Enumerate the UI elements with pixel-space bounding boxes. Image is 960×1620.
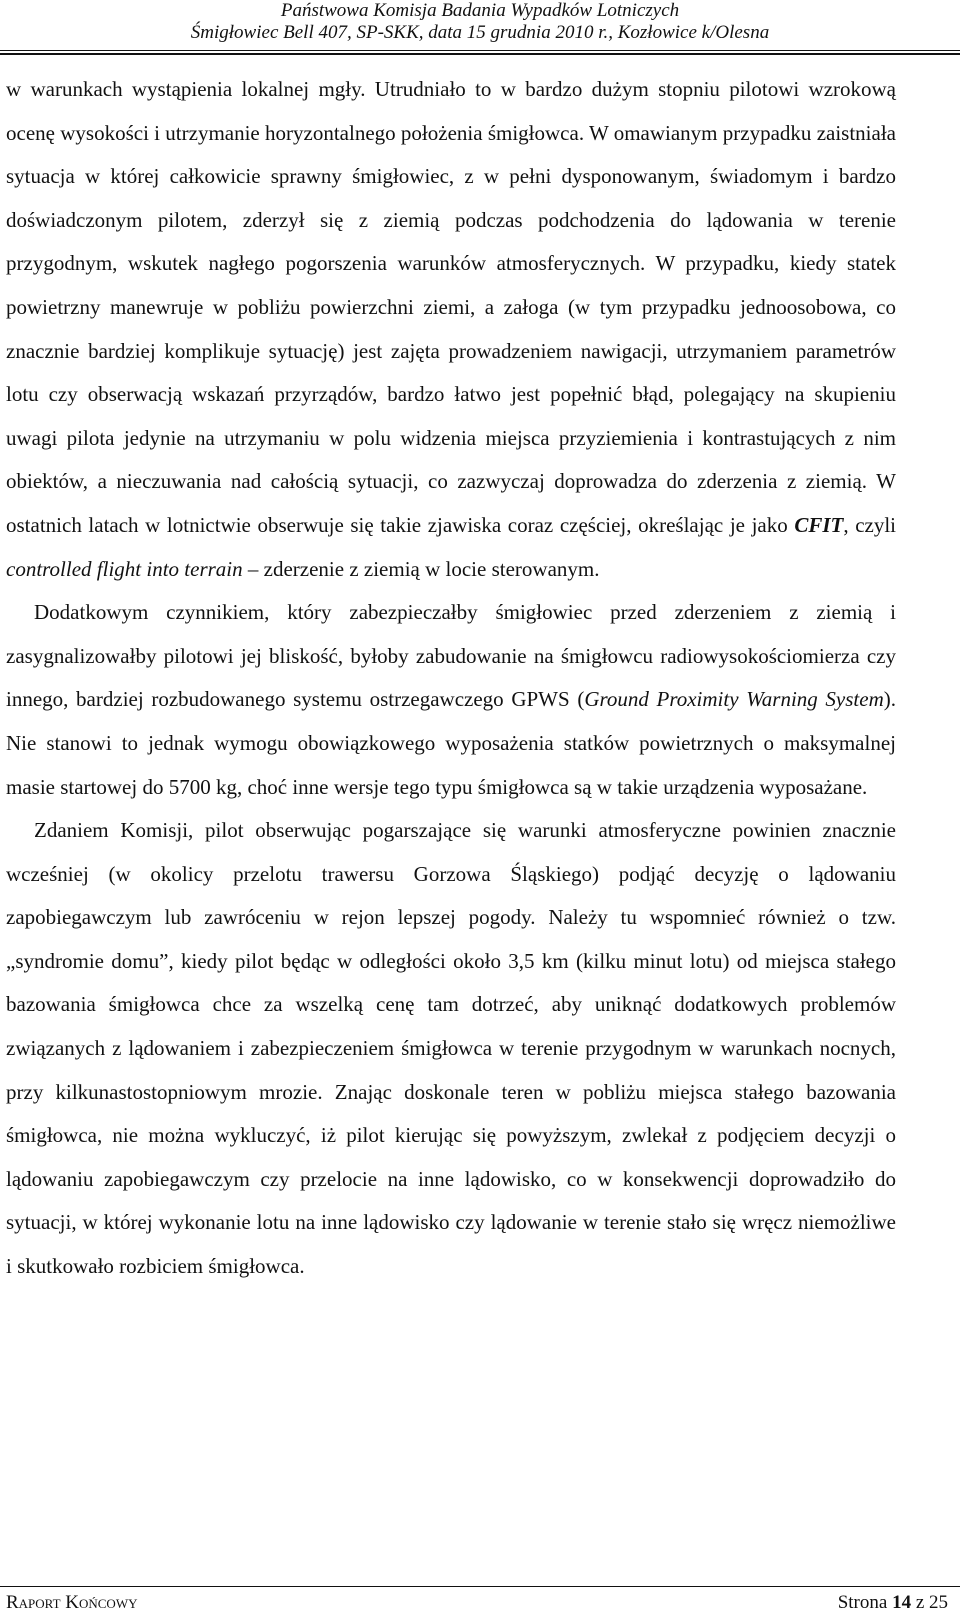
page-indicator — [838, 1592, 948, 1614]
paragraph-1-text: w warunkach wystąpienia lokalnej mgły. Utrudniało to w bardzo dużym stopniu pilotowi wzrokową ocenę wysokości i utrzymanie horyzontalnego położenia śmigłowca. W omawianym przypadku zaistniała sytuacja w której całkowicie sprawny śmigłowiec, z w pełni dysponowanym, świadomym i bardzo doświadczonym pilotem, zderzył się z ziemią podczas podchodzenia do lądowania w terenie przygodnym, wskutek nagłego pogorszenia warunków atmosferycznych. W przypadku, kiedy statek powietrzny manewruje w pobliżu powierzchni ziemi, a załoga (w tym przypadku jednoosobowa, co znacznie bardziej komplikuje sytuację) jest zajęta prowadzeniem nawigacji, utrzymaniem parametrów lotu czy obserwacją wskazań przyrządów, bardzo łatwo jest popełnić błąd, polegający na skupieniu uwagi pilota jedynie na utrzymaniu w polu widzenia miejsca przyziemienia i kontrastujących z nim obiektów, a nieczuwania nad całością sytuacji, co zazwyczaj doprowadza do zderzenia z ziemią. W ostatnich latach w lotnictwie obserwuje się takie zjawiska coraz częściej, określając je jako — [6, 77, 896, 537]
paragraph-2-text-2: ). Nie stanowi to jednak wymogu obowiązkowego wyposażenia statków powietrznych o maksymalnej masie startowej do 5700 kg, choć inne wersje tego typu śmigłowca są w takie urządzenia wyposażane. — [6, 687, 896, 799]
page-number: 14 — [892, 1592, 912, 1613]
paragraph-2-text: Dodatkowym czynnikiem, który zabezpieczałby śmigłowiec przed zderzeniem z ziemią i zasygnalizowałby pilotowi jej bliskość, byłoby zabudowanie na śmigłowcu radiowysokościomierza czy innego, bardziej rozbudowanego systemu ostrzegawczego GPWS ( — [6, 600, 896, 712]
cfit-expansion: controlled flight into terrain — [6, 556, 243, 581]
header-commission-name: Państwowa Komisja Badania Wypadków Lotniczych — [280, 0, 680, 21]
page-header — [0, 0, 960, 44]
document-body — [6, 68, 896, 1289]
paragraph-3 — [6, 809, 896, 1289]
header-accident-info: Śmigłowiec Bell 407, SP-SKK, data 15 grudnia 2010 r., Kozłowice k/Olesna — [190, 22, 770, 43]
paragraph-1-text-3: – zderzenie z ziemią w locie sterowanym. — [242, 556, 600, 581]
header-rule-thick — [0, 53, 960, 55]
gpws-expansion: Ground Proximity Warning System — [584, 687, 884, 712]
paragraph-1 — [6, 68, 896, 591]
paragraph-3-text: Zdaniem Komisji, pilot obserwując pogarszające się warunki atmosferyczne powinien znacznie wcześniej (w okolicy przelotu trawersu Gorzowa Śląskiego) podjąć decyzję o lądowaniu zapobiegawczym lub zawróceniu w rejon lepszej pogody. Należy tu wspomnieć również o tzw. „syndromie domu”, kiedy pilot będąc w odległości około 3,5 km (kilku minut lotu) od miejsca stałego bazowania śmigłowca chce za wszelką cenę tam dotrzeć, aby uniknąć dodatkowych problemów związanych z lądowaniem i zabezpieczeniem śmigłowca w terenie przygodnym w warunkach nocnych, przy kilkunastostopniowym mrozie. Znając doskonale teren w pobliżu miejsca stałego bazowania śmigłowca, nie można wykluczyć, iż pilot kierując się powyższym, zwlekał z podjęciem decyzji o lądowaniu zapobiegawczym czy przelocie na inne lądowisko, co w konsekwencji doprowadziło do sytuacji, w której wykonanie lotu na inne lądowisko czy lądowanie w terenie stało się wręcz niemożliwe i skutkowało rozbiciem śmigłowca. — [6, 818, 896, 1279]
paragraph-2 — [6, 591, 896, 809]
header-rule — [0, 50, 960, 51]
footer-rule — [0, 1586, 960, 1587]
cfit-term: CFIT — [794, 512, 844, 537]
report-title: Raport Końcowy — [6, 1592, 138, 1613]
page-total: 25 — [929, 1592, 948, 1613]
paragraph-1-text-2: , czyli — [843, 512, 896, 537]
page-of-label: z — [915, 1592, 925, 1613]
page-label: Strona — [837, 1592, 888, 1613]
